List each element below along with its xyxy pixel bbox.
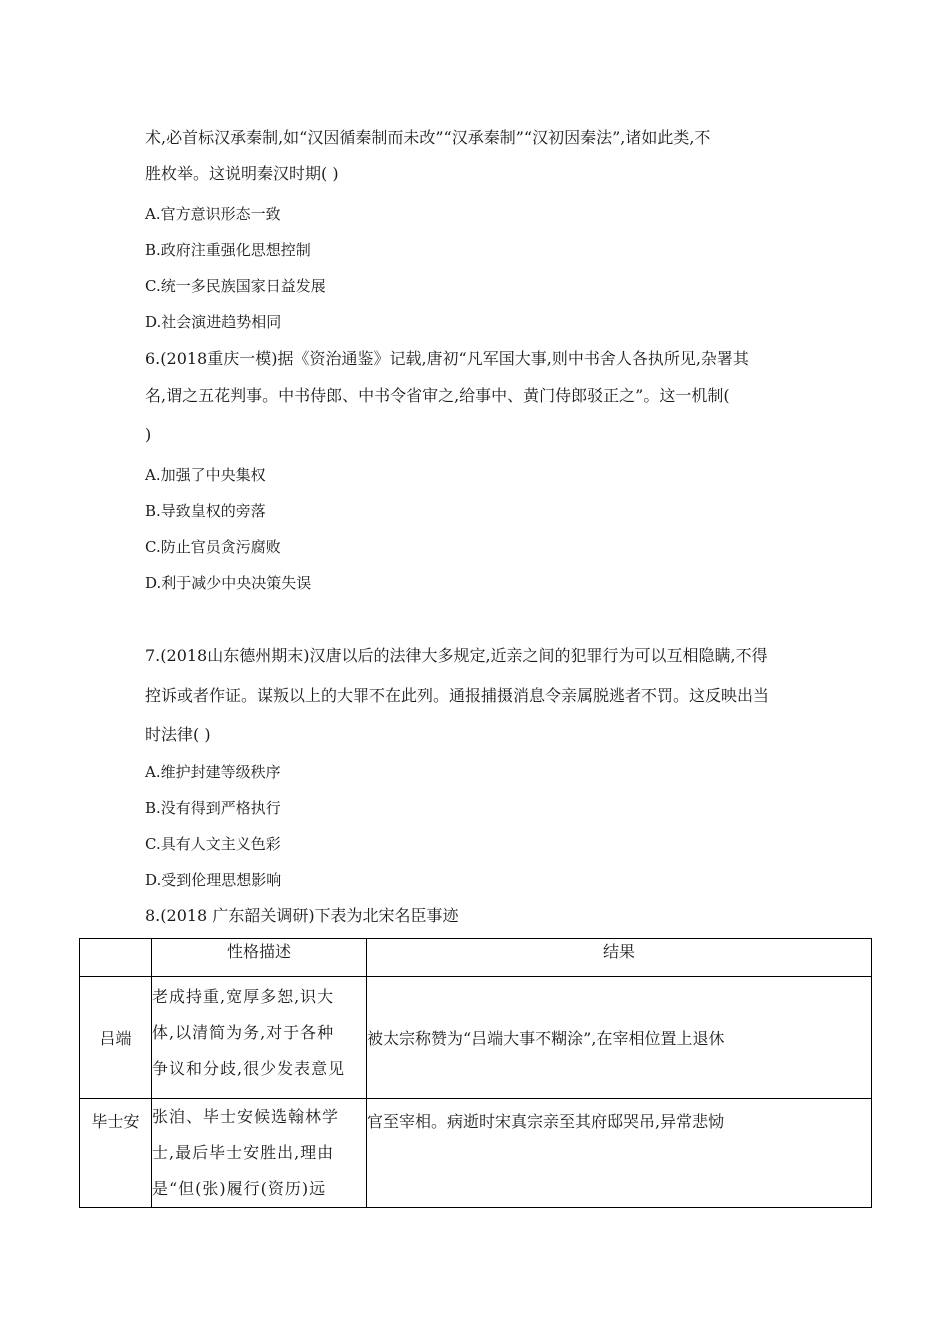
q8-table [79,938,872,1208]
q7-option-b: B.没有得到严格执行 [145,799,281,817]
header-cell-result: 结果 [367,939,872,977]
q6-stem-line-3: ) [145,425,152,444]
character-description-cell [152,977,367,1099]
description-line: 是“但(张)履行(资历)远 [152,1179,327,1198]
q5-option-b: B.政府注重强化思想控制 [145,241,311,259]
official-name-cell: 毕士安 [80,1099,152,1208]
q5-option-a: A.官方意识形态一致 [145,205,281,223]
result-cell: 官至宰相。病逝时宋真宗亲至其府邸哭吊,异常悲恸 [367,1099,872,1208]
q6-stem-line-1: 6.(2018重庆一模)据《资治通鉴》记载,唐初“凡军国大事,则中书舍人各执所见,杂署其 [145,349,749,368]
q7-stem-line-1: 7.(2018山东德州期末)汉唐以后的法律大多规定,近亲之间的犯罪行为可以互相隐瞒,不得 [145,646,768,665]
q5-stem-line-2: 胜枚举。这说明秦汉时期( ) [145,164,339,183]
result-cell: 被太宗称赞为“吕端大事不糊涂”,在宰相位置上退休 [367,977,872,1099]
table-header-row [80,939,872,977]
q7-option-d: D.受到伦理思想影响 [145,871,282,889]
q6-stem-line-2: 名,谓之五花判事。中书侍郎、中书令省审之,给事中、黄门侍郎驳正之”。这一机制( [145,386,730,405]
header-cell-empty [80,939,152,977]
q7-stem-line-3: 时法律( ) [145,725,211,744]
character-description-cell [152,1099,367,1208]
description-line: 体,以清简为务,对于各种 [152,1023,335,1042]
q5-stem-line-1: 术,必首标汉承秦制,如“汉因循秦制而未改”“汉承秦制”“汉初因秦法”,诸如此类,不 [145,128,711,147]
description-line: 士,最后毕士安胜出,理由 [152,1143,335,1162]
description-line: 老成持重,宽厚多恕,识大 [152,987,335,1006]
description-line: 争议和分歧,很少发表意见 [152,1059,346,1078]
q5-option-c: C.统一多民族国家日益发展 [145,277,326,295]
q6-option-d: D.利于减少中央决策失误 [145,574,312,592]
table-row [80,1099,872,1208]
q8-stem: 8.(2018 广东韶关调研)下表为北宋名臣事迹 [145,906,459,925]
official-name-cell: 吕端 [80,977,152,1099]
description-line: 张洎、毕士安候选翰林学 [152,1107,340,1126]
header-cell-character: 性格描述 [152,939,367,977]
q7-option-c: C.具有人文主义色彩 [145,835,281,853]
q7-option-a: A.维护封建等级秩序 [145,763,281,781]
q6-option-c: C.防止官员贪污腐败 [145,538,281,556]
q6-option-b: B.导致皇权的旁落 [145,502,266,520]
q5-option-d: D.社会演进趋势相同 [145,313,282,331]
q6-option-a: A.加强了中央集权 [145,466,266,484]
q7-stem-line-2: 控诉或者作证。谋叛以上的大罪不在此列。通报捕摄消息令亲属脱逃者不罚。这反映出当 [145,686,770,705]
table-row [80,977,872,1099]
